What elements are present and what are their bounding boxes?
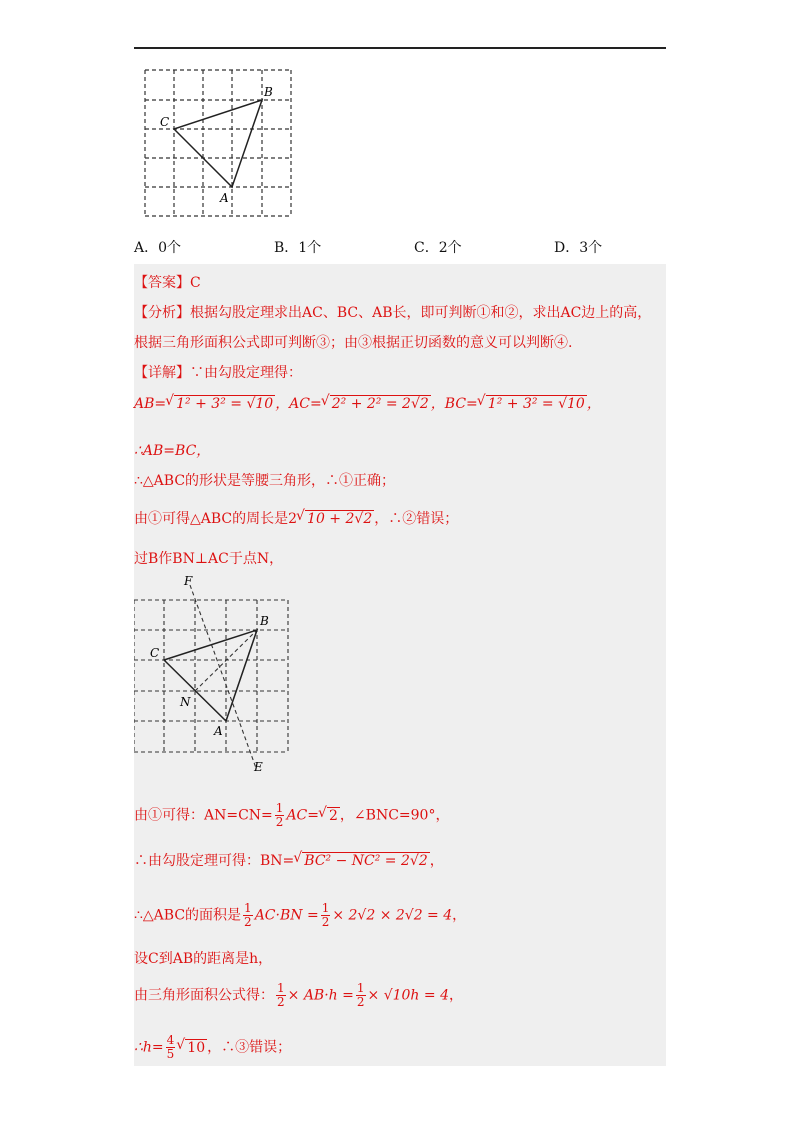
- analysis-line-2: 根据三角形面积公式即可判断③；由③根据正切函数的意义可以判断④.: [134, 335, 573, 351]
- eq-perimeter: 由①可得△ABC的周长是2√ 10 + 2√2 ，∴②错误；: [134, 508, 458, 528]
- option-c[interactable]: C．2个: [414, 240, 462, 256]
- label-f: F: [184, 575, 193, 588]
- label-c: C: [160, 115, 170, 129]
- label-n: N: [180, 695, 191, 709]
- label-a-2: A: [214, 724, 223, 738]
- grid-figure-1: [138, 64, 298, 222]
- option-d[interactable]: D．3个: [554, 240, 603, 256]
- eq-isosceles: ∴△ABC的形状是等腰三角形，∴①正确；: [134, 473, 396, 489]
- label-e: E: [254, 760, 263, 773]
- triangle-abc: [174, 100, 262, 187]
- header-rule: [134, 47, 666, 49]
- option-a[interactable]: A．0个: [134, 240, 182, 256]
- eq-an-cn: 由①可得：AN=CN= $\frac{1}{2}$ AC=√ 2 ，∠BNC=90°，: [134, 802, 449, 829]
- label-c-2: C: [150, 646, 160, 660]
- eq-ab-bc: ∴AB=BC，: [134, 443, 211, 459]
- eq-h-value: ∴h= $\frac{4}{5}$ √ 10 ，∴③错误；: [134, 1034, 291, 1061]
- eq-lengths: AB=√ 1² + 3² = √10 ，AC=√ 2² + 2² = 2√2 ，BC=√ 1² + 3² = √10 ，: [134, 393, 601, 413]
- detail-head: 【详解】∵由勾股定理得：: [134, 365, 302, 381]
- option-b[interactable]: B．1个: [274, 240, 322, 256]
- eq-area: ∴△ABC的面积是 $\frac{1}{2}$ AC·BN = $\frac{1}{2}$ × 2√2 × 2√2 = 4，: [134, 901, 467, 929]
- eq-area-formula: 由三角形面积公式得： $\frac{1}{2}$ × AB·h = $\frac{1}{2}$ × √10h = 4，: [134, 981, 463, 1009]
- label-a: A: [220, 191, 229, 205]
- analysis-line-1: 【分析】根据勾股定理求出AC、BC、AB长，即可判断①和②，求出AC边上的高，: [134, 305, 652, 321]
- eq-define-h: 设C到AB的距离是h，: [134, 951, 273, 967]
- label-b: B: [264, 85, 273, 99]
- eq-bn: ∴由勾股定理可得：BN=√ BC² − NC² = 2√2 ，: [134, 850, 444, 870]
- answer-line: 【答案】C: [134, 275, 201, 291]
- eq-perpendicular: 过B作BN⊥AC于点N，: [134, 551, 284, 567]
- grid-figure-2: [134, 575, 290, 773]
- label-b-2: B: [260, 614, 269, 628]
